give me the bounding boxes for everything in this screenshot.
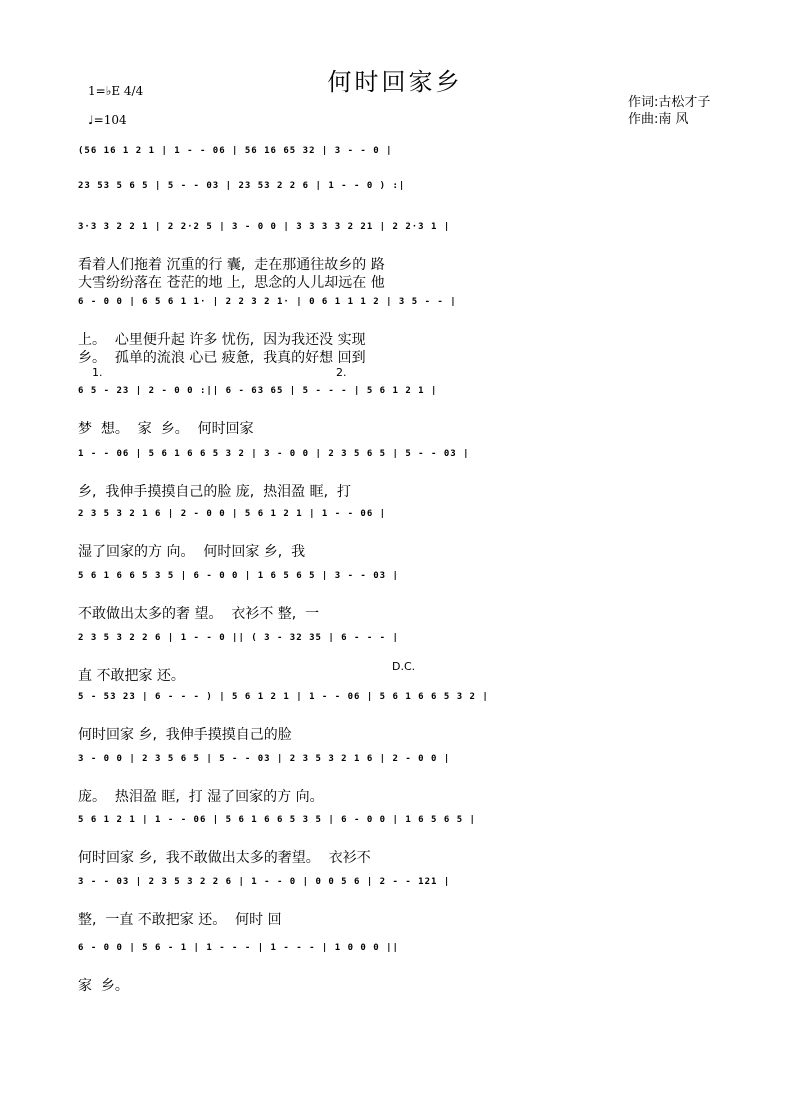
score-row [78,386,743,416]
score-row [78,633,743,663]
lyric-line: 湿了回家的方 向。 何时回家 乡, 我 [78,544,306,560]
score-row [78,449,743,479]
notation-line: 3 - 0 0 | 2 3 5 6 5 | 5 - - 03 | 2 3 5 3 2 1 6 | 2 - 0 0 | [78,754,451,764]
notation-line: 6 - 0 0 | 5 6 - 1 | 1 - - - | 1 - - - | 1 0 0 0 || [78,943,399,953]
notation-line: 6 - 0 0 | 6 5 6 1 1· | 2 2 3 2 1· | 0 6 1 1 1 2 | 3 5 - - | [78,297,457,307]
key-signature: 1=♭E 4/4 [88,84,144,98]
lyric-line: 梦 想。 家 乡。 何时回家 [78,421,254,437]
notation-line: 2 3 5 3 2 2 6 | 1 - - 0 || ( 3 - 32 35 | 6 - - - | [78,633,399,643]
notation-line: 5 6 1 6 6 5 3 5 | 6 - 0 0 | 1 6 5 6 5 | 3 - - 03 | [78,571,399,581]
volta-2: 2. [336,366,347,379]
notation-line: 6 5 - 23 | 2 - 0 0 :|| 6 - 63 65 | 5 - - - | 5 6 1 2 1 | [78,386,438,396]
score-row [78,222,743,252]
notation-line: 2 3 5 3 2 1 6 | 2 - 0 0 | 5 6 1 2 1 | 1 - - 06 | [78,509,387,519]
lyric-line: 上。 心里便升起 许多 忧伤, 因为我还没 实现 [78,332,366,348]
lyric-line: 家 乡。 [78,978,129,994]
lyric-line: 何时回家 乡, 我不敢做出太多的奢望。 衣衫不 [78,850,371,866]
lyricist: 作词:古松才子 [628,95,711,110]
lyric-line: 乡。 孤单的流浪 心已 疲惫, 我真的好想 回到 [78,350,366,366]
lyric-line: 整, 一直 不敢把家 还。 何时 回 [78,912,282,928]
da-capo: D.C. [392,660,416,673]
notation-line: 23 53 5 6 5 | 5 - - 03 | 23 53 2 2 6 | 1 - - 0 ) :| [78,181,406,191]
notation-line: 1 - - 06 | 5 6 1 6 6 5 3 2 | 3 - 0 0 | 2 3 5 6 5 | 5 - - 03 | [78,449,470,459]
notation-line: 3 - - 03 | 2 3 5 3 2 2 6 | 1 - - 0 | 0 0 5 6 | 2 - - 121 | [78,877,451,887]
score-row [78,815,743,845]
song-title: 何时回家乡 [327,68,463,96]
volta-1: 1. [92,366,103,379]
lyric-line: 大雪纷纷落在 苍茫的地 上, 思念的人儿却远在 他 [78,275,385,291]
score-row [78,943,743,973]
score-row [78,297,743,327]
lyric-line: 庞。 热泪盈 眶, 打 湿了回家的方 向。 [78,789,324,805]
lyric-line: 直 不敢把家 还。 [78,668,185,684]
score-row [78,692,743,722]
notation-line: 3·3 3 2 2 1 | 2 2·2 5 | 3 - 0 0 | 3 3 3 3 2 21 | 2 2·3 1 | [78,222,451,232]
notation-line: 5 6 1 2 1 | 1 - - 06 | 5 6 1 6 6 5 3 5 | 6 - 0 0 | 1 6 5 6 5 | [78,815,476,825]
score-row [78,181,743,211]
score-row [78,509,743,539]
score-row [78,877,743,907]
composer: 作曲:南 风 [628,112,689,127]
score-row [78,754,743,784]
score-row [78,146,743,176]
lyric-line: 看着人们拖着 沉重的行 囊, 走在那通往故乡的 路 [78,257,385,273]
notation-line: 5 - 53 23 | 6 - - - ) | 5 6 1 2 1 | 1 - - 06 | 5 6 1 6 6 5 3 2 | [78,692,489,702]
lyric-line: 不敢做出太多的奢 望。 衣衫不 整, 一 [78,606,320,622]
lyric-line: 何时回家 乡, 我伸手摸摸自己的脸 [78,727,292,743]
key-tempo [88,84,143,128]
lyric-line: 乡, 我伸手摸摸自己的脸 庞, 热泪盈 眶, 打 [78,484,351,500]
notation-line: (56 16 1 2 1 | 1 - - 06 | 56 16 65 32 | 3 - - 0 | [78,146,393,156]
score-row [78,571,743,601]
tempo-marking: ♩=104 [88,113,127,127]
credits [628,94,710,128]
